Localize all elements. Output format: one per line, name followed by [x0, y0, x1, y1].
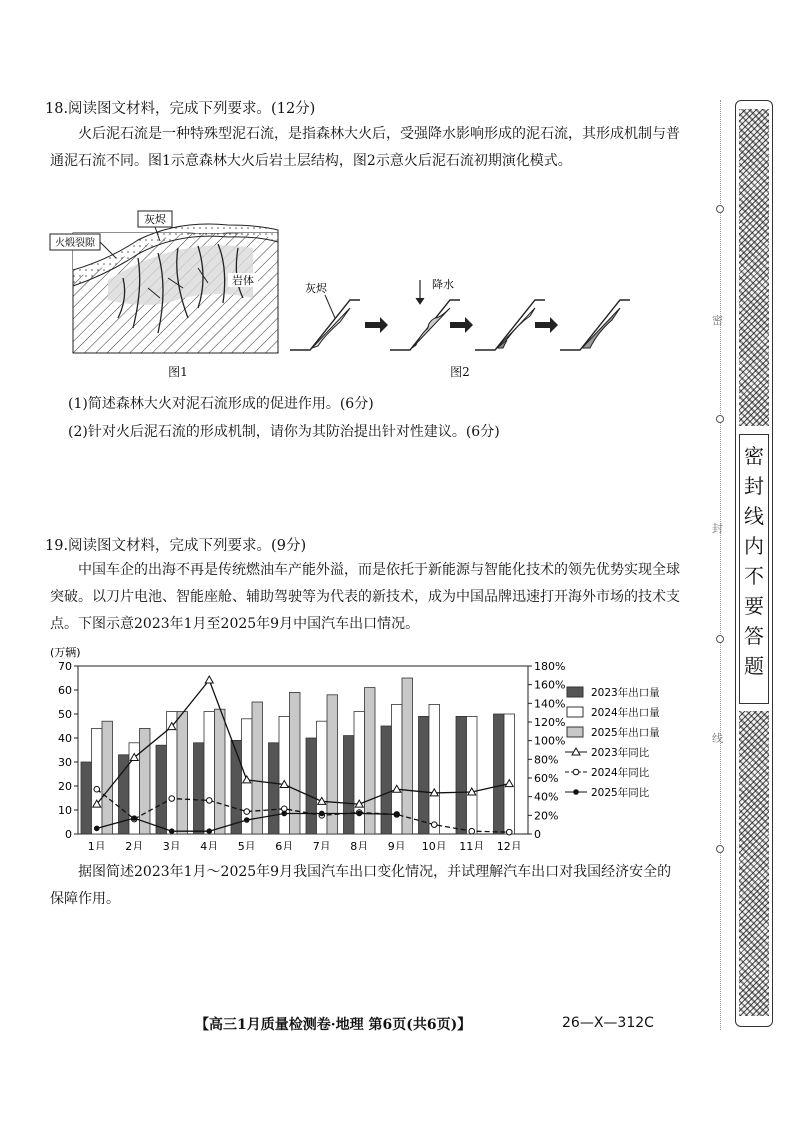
- binding-hole: [716, 205, 724, 213]
- binding-hole: [716, 635, 724, 643]
- legend-swatch: [567, 727, 583, 737]
- seal-pattern-top: [739, 109, 769, 426]
- bar-2025: [252, 702, 263, 834]
- notice-char: 题: [744, 654, 764, 678]
- legend-label: 2024年同比: [591, 767, 650, 779]
- seal-strip: [735, 100, 773, 1027]
- q19-paragraph: 中国车企的出海不再是传统燃油车产能外溢，而是依托于新能源与智能化技术的领先优势实现全球突破。以刀片电池、智能座舱、辅助驾驶等为代表的新技术，成为中国品牌迅速打开海外市场的技术支点。下图示意2023年1月至2025年9月中国汽车出口情况。: [50, 562, 680, 632]
- notice-char: 要: [744, 594, 764, 618]
- bar-2023: [381, 726, 392, 834]
- y-right-tick-label: 100%: [534, 734, 566, 748]
- bar-2024: [279, 716, 290, 834]
- x-tick-label: 12月: [496, 840, 522, 850]
- marker-circle-filled: [94, 826, 100, 832]
- notice-char: 答: [744, 624, 764, 648]
- q18-sub1: (1)简述森林大火对泥石流形成的促进作用。(6分): [68, 396, 374, 412]
- seal-mark-mi: 密: [712, 314, 723, 327]
- y-left-tick-label: 0: [65, 828, 72, 841]
- marker-circle-filled: [394, 812, 400, 818]
- y-left-tick-label: 10: [58, 804, 72, 817]
- fig1-ash-label: 灰烬: [144, 213, 166, 226]
- bar-2025: [177, 712, 188, 834]
- x-tick-label: 1月: [87, 840, 106, 850]
- bar-2024: [429, 704, 440, 834]
- seal-notice: [739, 434, 769, 704]
- export-chart: [40, 640, 690, 850]
- notice-char: 内: [744, 534, 764, 558]
- y-left-tick-label: 50: [58, 708, 72, 721]
- notice-char: 封: [744, 474, 764, 498]
- y-right-tick-label: 160%: [534, 678, 566, 692]
- y-right-tick-label: 140%: [534, 697, 566, 711]
- legend-swatch: [567, 687, 583, 697]
- seal-mark-feng: 封: [712, 522, 723, 535]
- fig1-rock-label: 岩体: [232, 274, 254, 287]
- binding-hole: [716, 845, 724, 853]
- bar-2023: [419, 716, 430, 834]
- marker-circle-open: [469, 828, 475, 834]
- seal-mark-xian: 线: [712, 732, 723, 745]
- bar-2023: [306, 738, 317, 834]
- legend-marker: [573, 769, 579, 775]
- notice-char: 密: [744, 444, 764, 468]
- marker-triangle: [205, 676, 213, 683]
- legend-label: 2025年同比: [591, 787, 650, 799]
- bar-2023: [269, 743, 280, 834]
- q19-title: 19.阅读图文材料，完成下列要求。(9分): [45, 538, 307, 554]
- fig1-crack-label: 火煅裂隙: [55, 238, 95, 249]
- y-left-tick-label: 30: [58, 756, 72, 769]
- x-tick-label: 2月: [125, 840, 144, 850]
- bar-2023: [231, 740, 242, 834]
- q18-sub2: (2)针对火后泥石流的形成机制，请你为其防治提出针对性建议。(6分): [68, 424, 500, 440]
- bar-2023: [194, 743, 205, 834]
- fig2-rain-label: 降水: [432, 278, 454, 291]
- legend-marker: [573, 789, 579, 795]
- marker-circle-filled: [169, 828, 175, 834]
- marker-circle-open: [244, 809, 250, 815]
- bar-2025: [215, 709, 226, 834]
- x-tick-label: 3月: [162, 840, 181, 850]
- footer-code: 26—X—312C: [562, 1015, 654, 1031]
- marker-circle-filled: [281, 811, 287, 817]
- y-left-tick-label: 60: [58, 684, 72, 697]
- bar-2024: [467, 716, 478, 834]
- bar-2023: [156, 745, 167, 834]
- bar-2025: [402, 678, 413, 834]
- figure-2: [290, 270, 640, 360]
- y-right-tick-label: 20%: [534, 809, 559, 823]
- footer-title: 【高三1月质量检测卷·地理 第6页(共6页)】: [195, 1017, 472, 1033]
- figure-2-caption: 图2: [450, 365, 470, 379]
- y-axis-unit: (万辆): [50, 646, 81, 659]
- y-right-tick-label: 60%: [534, 772, 559, 785]
- bar-2024: [504, 714, 515, 834]
- binding-line: [720, 100, 721, 1030]
- bar-2025: [290, 692, 301, 834]
- y-right-tick-label: 40%: [534, 790, 559, 804]
- legend-label: 2023年同比: [591, 747, 650, 759]
- x-tick-label: 6月: [275, 840, 294, 850]
- q18-paragraph: 火后泥石流是一种特殊型泥石流，是指森林大火后，受强降水影响形成的泥石流，其形成机制与普通泥石流不同。图1示意森林大火后岩土层结构，图2示意火后泥石流初期演化模式。: [50, 126, 680, 169]
- bar-2024: [204, 712, 215, 834]
- bar-2025: [102, 721, 113, 834]
- fig2-ash-label: 灰烬: [305, 282, 327, 295]
- marker-circle-filled: [131, 815, 137, 821]
- bar-2023: [456, 716, 467, 834]
- legend-label: 2025年出口量: [591, 727, 660, 739]
- notice-char: 线: [744, 504, 764, 528]
- legend-swatch: [567, 707, 583, 717]
- marker-circle-filled: [244, 817, 250, 823]
- y-left-tick-label: 40: [58, 732, 72, 745]
- notice-char: 不: [744, 564, 764, 588]
- bar-2023: [344, 736, 355, 834]
- q18-title: 18.阅读图文材料，完成下列要求。(12分): [45, 101, 316, 117]
- bar-2023: [494, 714, 505, 834]
- bar-2025: [140, 728, 151, 834]
- y-right-tick-label: 180%: [534, 660, 566, 673]
- arrow-icon: [450, 317, 473, 333]
- y-right-tick-label: 0: [534, 828, 541, 841]
- marker-circle-filled: [319, 811, 325, 817]
- marker-circle-filled: [206, 828, 212, 834]
- binding-hole: [716, 415, 724, 423]
- bar-2025: [365, 688, 376, 834]
- bar-2024: [92, 728, 103, 834]
- marker-circle-open: [94, 786, 100, 792]
- y-right-tick-label: 80%: [534, 753, 559, 767]
- figure-1: [48, 208, 298, 378]
- seal-pattern-bottom: [739, 711, 769, 1016]
- x-tick-label: 10月: [421, 840, 447, 850]
- marker-circle-open: [506, 829, 512, 835]
- x-tick-label: 7月: [312, 840, 331, 850]
- marker-circle-open: [169, 796, 175, 802]
- y-left-tick-label: 70: [58, 660, 72, 673]
- x-tick-label: 9月: [387, 840, 406, 850]
- x-tick-label: 11月: [459, 840, 485, 850]
- marker-circle-open: [431, 822, 437, 828]
- arrow-icon: [365, 317, 388, 333]
- x-tick-label: 4月: [200, 840, 219, 850]
- marker-circle-open: [206, 798, 212, 804]
- y-left-tick-label: 20: [58, 780, 72, 793]
- x-tick-label: 5月: [237, 840, 256, 850]
- legend-label: 2023年出口量: [591, 687, 660, 699]
- figure-1-caption: 图1: [168, 365, 188, 379]
- y-right-tick-label: 120%: [534, 716, 566, 729]
- legend-label: 2024年出口量: [591, 707, 660, 719]
- marker-circle-filled: [356, 811, 362, 817]
- bar-2023: [81, 762, 92, 834]
- arrow-icon: [535, 317, 558, 333]
- x-tick-label: 8月: [350, 840, 369, 850]
- q19-question: 据图简述2023年1月～2025年9月我国汽车出口变化情况，并试理解汽车出口对我国经济安全的保障作用。: [50, 864, 672, 907]
